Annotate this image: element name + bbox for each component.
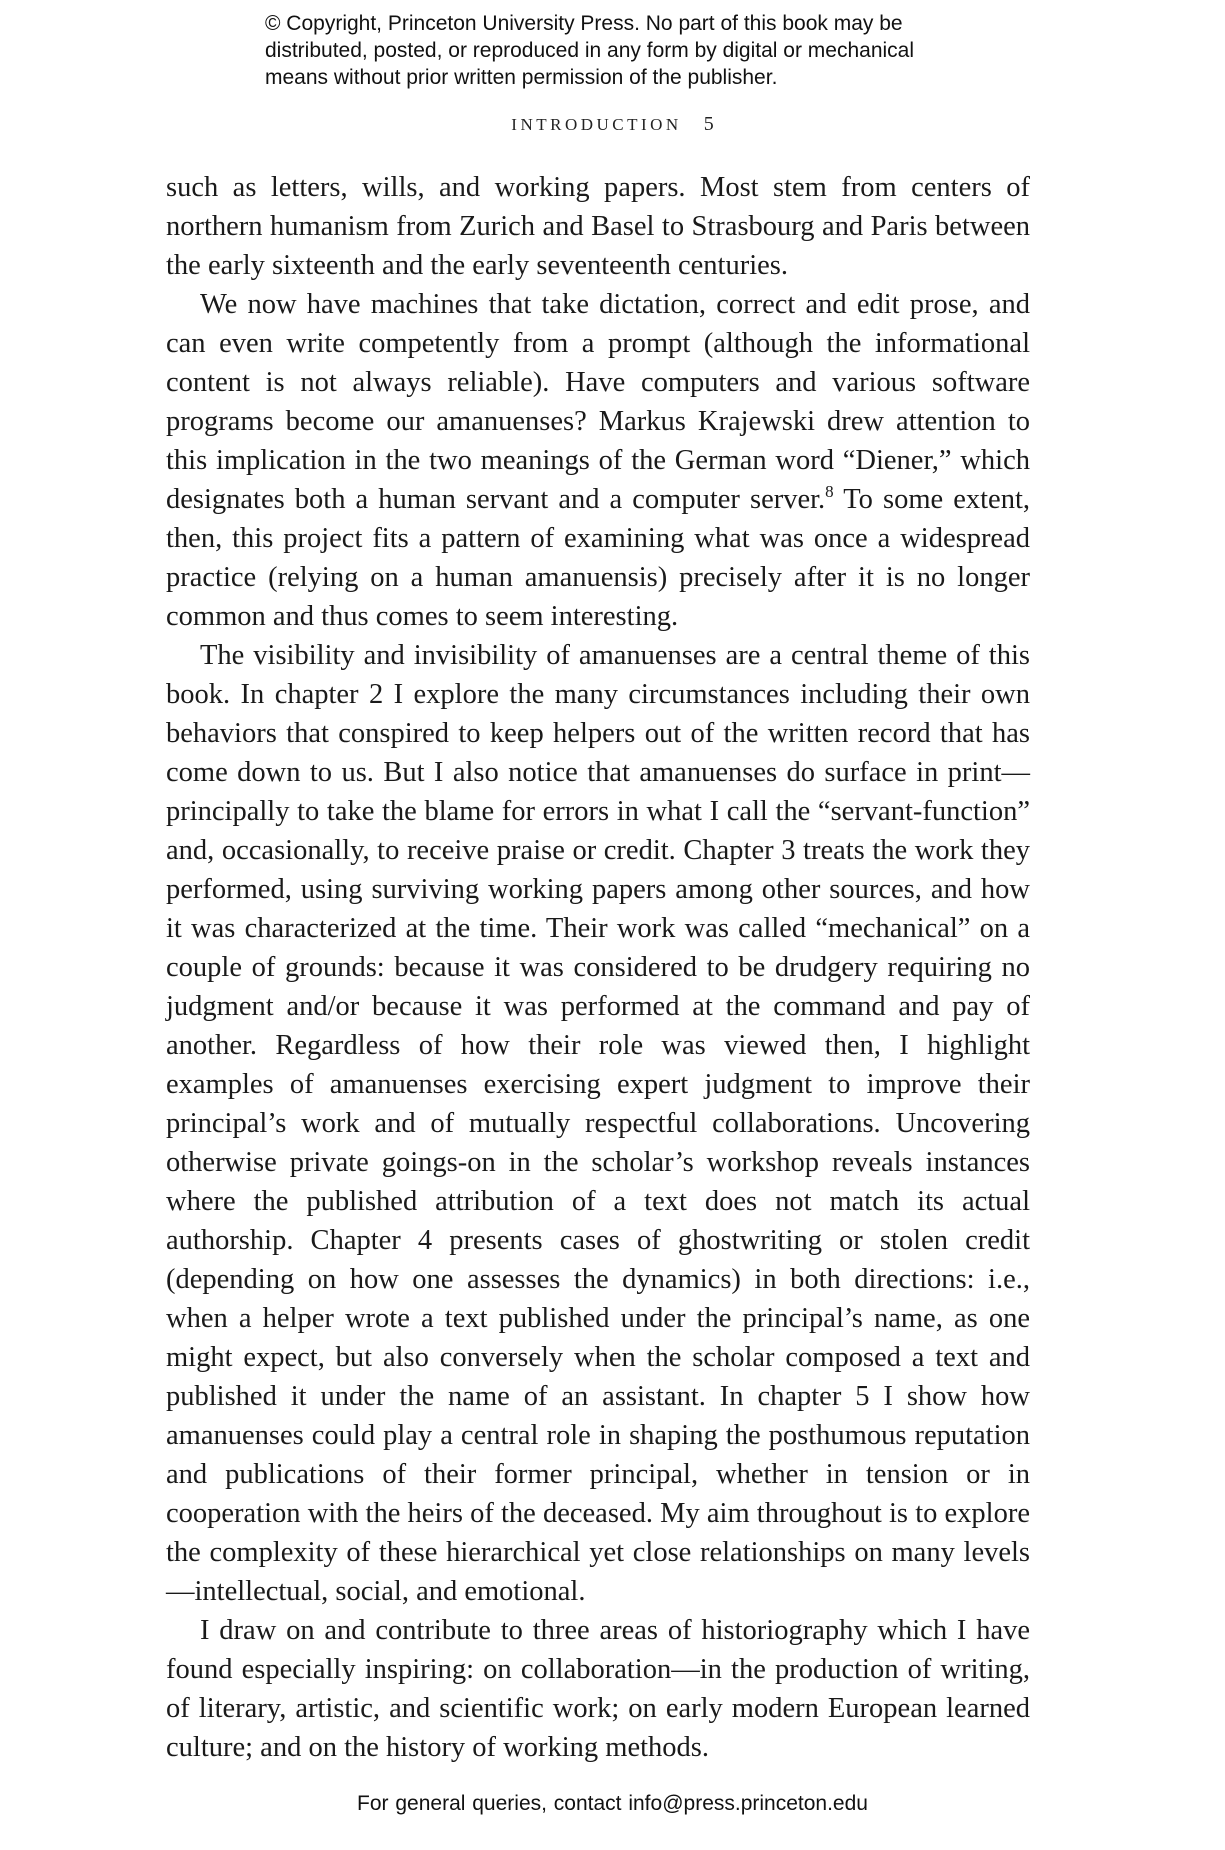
copyright-line-2: distributed, posted, or reproduced in any form by digital or mechanical <box>265 39 915 62</box>
paragraph-1: such as letters, wills, and working papers. Most stem from centers of northern humanism from Zurich and Basel to Strasbourg and Paris between the early sixteenth and the early seventeenth centuries. <box>166 172 1030 281</box>
body-text <box>166 168 1030 1767</box>
copyright-notice <box>265 10 1025 91</box>
paragraph-2-text-a: We now have machines that take dictation, correct and edit prose, and can even write competently from a prompt (although the informational content is not always reliable). Have computers and various software programs become our amanuenses? Markus Krajewski drew attention to this implication in the two meanings of the German word “Diener,” which designates both a human servant and a computer server. <box>166 289 1030 515</box>
footnote-reference-8[interactable]: 8 <box>825 482 834 501</box>
copyright-line-3: means without prior written permission of the publisher. <box>265 66 778 89</box>
paragraph-2 <box>166 285 1030 636</box>
paragraph-2-text-b: To some extent, then, this project fits a pattern of examining what was once a widespread practice (relying on a human amanuensis) precisely after it is no longer common and thus comes to seem interesting. <box>166 484 1030 632</box>
running-head-title: INTRODUCTION <box>511 115 682 134</box>
running-head <box>0 113 1225 136</box>
page-number: 5 <box>703 113 714 135</box>
paragraph-3: The visibility and invisibility of amanuenses are a central theme of this book. In chapter 2 I explore the many circumstances including their own behaviors that conspired to keep helpers out of the written record that has come down to us. But I also notice that amanuenses do surface in print—principally to take the blame for errors in what I call the “servant-function” and, occasionally, to receive praise or credit. Chapter 3 treats the work they performed, using surviving working papers among other sources, and how it was characterized at the time. Their work was called “mechanical” on a couple of grounds: because it was considered to be drudgery requiring no judgment and/or because it was performed at the command and pay of another. Regardless of how their role was viewed then, I highlight examples of amanuenses exercising expert judgment to improve their principal’s work and of mutually respectful collaborations. Uncovering otherwise private goings-on in the scholar’s workshop reveals instances where the published attribution of a text does not match its actual authorship. Chapter 4 presents cases of ghostwriting or stolen credit (depending on how one assesses the dynamics) in both directions: i.e., when a helper wrote a text published under the principal’s name, as one might expect, but also conversely when the scholar composed a text and published it under the name of an assistant. In chapter 5 I show how amanuenses could play a central role in shaping the posthumous reputation and publications of their former principal, whether in tension or in cooperation with the heirs of the deceased. My aim throughout is to explore the complexity of these hierarchical yet close relationships on many levels—intellectual, social, and emotional. <box>166 640 1030 1607</box>
footer-contact: For general queries, contact info@press.princeton.edu <box>357 1792 868 1815</box>
paragraph-4: I draw on and contribute to three areas of historiography which I have found especially inspiring: on collaboration—in the production of writing, of literary, artistic, and scientific work; on early modern European learned culture; and on the history of working methods. <box>166 1615 1030 1763</box>
copyright-line-1: © Copyright, Princeton University Press. No part of this book may be <box>265 12 903 35</box>
